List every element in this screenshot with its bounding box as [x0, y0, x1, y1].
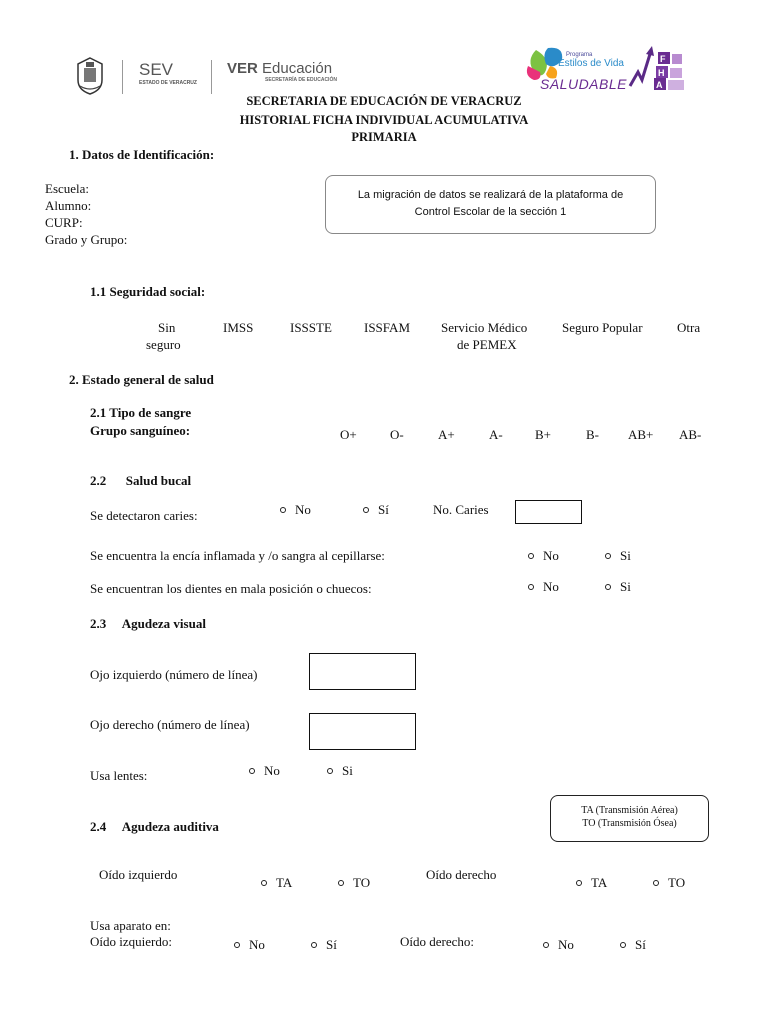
encia-no-option[interactable]: [528, 548, 559, 564]
left-eye-field[interactable]: [309, 653, 416, 690]
educacion-logo-sub: SECRETARÍA DE EDUCACIÓN: [265, 77, 337, 83]
seal-logo: [74, 56, 106, 96]
svg-text:H: H: [658, 68, 665, 78]
dientes-no-option[interactable]: [528, 579, 559, 595]
left-eye-label: Ojo izquierdo (número de línea): [90, 667, 258, 682]
option-pemex-2: de PEMEX: [457, 337, 517, 352]
section2-1-heading: 2.1 Tipo de sangre: [90, 405, 192, 420]
blood-type-a-neg: A-: [489, 427, 503, 442]
title-line-3: PRIMARIA: [351, 130, 417, 144]
right-eye-field[interactable]: [309, 713, 416, 750]
program-big-text: SALUDABLE: [540, 76, 627, 92]
dientes-si-label: Si: [620, 579, 631, 594]
sev-logo-text: SEV: [139, 60, 174, 79]
device-right-si-option[interactable]: [620, 937, 646, 953]
option-sin-seguro-1: Sin: [158, 320, 176, 335]
device-right-si-radio[interactable]: [620, 942, 626, 948]
field-alumno: Alumno:: [45, 198, 92, 213]
field-escuela: Escuela:: [45, 181, 90, 196]
dientes-no-radio[interactable]: [528, 584, 534, 590]
dientes-si-option[interactable]: [605, 579, 631, 595]
left-ear-ta-label: TA: [276, 875, 293, 890]
device-left-si-label: Sí: [326, 937, 337, 952]
program-mid-text: Estilos de Vida: [558, 58, 624, 69]
option-imss: IMSS: [223, 320, 254, 335]
legend-ta: TA (Transmisión Aérea): [581, 805, 678, 816]
ver-educacion-logo: [227, 60, 337, 83]
device-right-no-option[interactable]: [543, 937, 574, 953]
caries-no-label: No: [295, 502, 311, 517]
device-right-no-label: No: [558, 937, 574, 952]
left-ear-to-radio[interactable]: [338, 880, 344, 886]
right-ear-ta-label: TA: [591, 875, 608, 890]
device-left-ear-label: Oído izquierdo:: [90, 934, 172, 949]
glasses-label: Usa lentes:: [90, 768, 148, 783]
header-divider: [122, 60, 123, 94]
section2-4-heading: 2.4 Agudeza auditiva: [90, 819, 219, 834]
sev-logo-sub: ESTADO DE VERACRUZ: [139, 80, 197, 86]
hearing-device-label: Usa aparato en:: [90, 918, 171, 933]
header-divider: [211, 60, 212, 94]
right-ear-ta-radio[interactable]: [576, 880, 582, 886]
transmission-legend: [550, 795, 709, 842]
field-curp: CURP:: [45, 215, 83, 230]
glasses-no-option[interactable]: [249, 763, 280, 779]
left-ear-ta-option[interactable]: [261, 875, 292, 891]
section2-heading: 2. Estado general de salud: [69, 372, 214, 387]
encia-si-option[interactable]: [605, 548, 631, 564]
blood-type-b-neg: B-: [586, 427, 599, 442]
caries-count-label: No. Caries: [433, 502, 489, 517]
blood-type-o-pos: O+: [340, 427, 357, 442]
device-left-si-option[interactable]: [311, 937, 337, 953]
title-line-2: HISTORIAL FICHA INDIVIDUAL ACUMULATIVA: [239, 113, 529, 127]
estilos-de-vida-logo: [524, 44, 627, 100]
caries-count-field[interactable]: [515, 500, 582, 524]
left-ear-to-label: TO: [353, 875, 371, 890]
device-left-no-option[interactable]: [234, 937, 265, 953]
migration-note-line-2: Control Escolar de la sección 1: [414, 206, 567, 218]
q-encia: Se encuentra la encía inflamada y /o sangra al cepillarse:: [90, 548, 385, 563]
glasses-si-radio[interactable]: [327, 768, 333, 774]
glasses-si-label: Si: [342, 763, 353, 778]
right-eye-label: Ojo derecho (número de línea): [90, 717, 250, 732]
right-ear-label: Oído derecho: [426, 867, 497, 882]
device-right-si-label: Sí: [635, 937, 646, 952]
right-ear-to-label: TO: [668, 875, 686, 890]
left-ear-label: Oído izquierdo: [99, 867, 178, 882]
svg-text:A: A: [656, 80, 663, 90]
program-small-text: Programa: [566, 52, 593, 58]
section2-2-heading: 2.2 Salud bucal: [90, 473, 192, 488]
option-sin-seguro-2: seguro: [146, 337, 181, 352]
right-ear-ta-option[interactable]: [576, 875, 607, 891]
q-caries: Se detectaron caries:: [90, 508, 198, 523]
option-otra: Otra: [677, 320, 701, 335]
blood-type-a-pos: A+: [438, 427, 455, 442]
encia-si-radio[interactable]: [605, 553, 611, 559]
glasses-no-radio[interactable]: [249, 768, 255, 774]
migration-note: [325, 175, 656, 234]
option-seguro-popular: Seguro Popular: [562, 320, 643, 335]
field-grado-grupo: Grado y Grupo:: [45, 232, 128, 247]
glasses-no-label: No: [264, 763, 280, 778]
caries-no-option[interactable]: [280, 502, 311, 518]
left-ear-ta-radio[interactable]: [261, 880, 267, 886]
device-left-no-radio[interactable]: [234, 942, 240, 948]
option-pemex-1: Servicio Médico: [441, 320, 528, 335]
dientes-si-radio[interactable]: [605, 584, 611, 590]
blood-type-ab-neg: AB-: [679, 427, 702, 442]
q-dientes: Se encuentran los dientes en mala posición o chuecos:: [90, 581, 372, 596]
caries-si-label: Sí: [378, 502, 389, 517]
blood-type-o-neg: O-: [390, 427, 404, 442]
caries-si-option[interactable]: [363, 502, 389, 518]
sev-logo: [139, 60, 197, 86]
device-left-si-radio[interactable]: [311, 942, 317, 948]
title-line-1: SECRETARIA DE EDUCACIÓN DE VERACRUZ: [246, 94, 522, 108]
svg-text:F: F: [660, 54, 666, 64]
section1-1-heading: 1.1 Seguridad social:: [90, 284, 206, 299]
blocks-logo: [628, 42, 698, 96]
blood-type-ab-pos: AB+: [628, 427, 654, 442]
blood-type-b-pos: B+: [535, 427, 552, 442]
encia-si-label: Si: [620, 548, 631, 563]
section1-heading: 1. Datos de Identificación:: [69, 147, 215, 162]
option-issste: ISSSTE: [290, 320, 332, 335]
option-issfam: ISSFAM: [364, 320, 411, 335]
device-right-no-radio[interactable]: [543, 942, 549, 948]
right-ear-to-option[interactable]: [653, 875, 685, 891]
blood-group-label: Grupo sanguíneo:: [90, 423, 191, 438]
caries-si-radio[interactable]: [363, 507, 369, 513]
encia-no-label: No: [543, 548, 559, 563]
dientes-no-label: No: [543, 579, 559, 594]
migration-note-line-1: La migración de datos se realizará de la plataforma de: [357, 189, 624, 201]
legend-to: TO (Transmisión Ósea): [582, 818, 677, 829]
device-left-no-label: No: [249, 937, 265, 952]
device-right-ear-label: Oído derecho:: [400, 934, 475, 949]
caries-no-radio[interactable]: [280, 507, 286, 513]
section2-3-heading: 2.3 Agudeza visual: [90, 616, 206, 631]
left-ear-to-option[interactable]: [338, 875, 370, 891]
educacion-logo-text: Educación: [262, 60, 333, 77]
right-ear-to-radio[interactable]: [653, 880, 659, 886]
ver-logo-text: VER: [227, 60, 258, 77]
encia-no-radio[interactable]: [528, 553, 534, 559]
glasses-si-option[interactable]: [327, 763, 353, 779]
